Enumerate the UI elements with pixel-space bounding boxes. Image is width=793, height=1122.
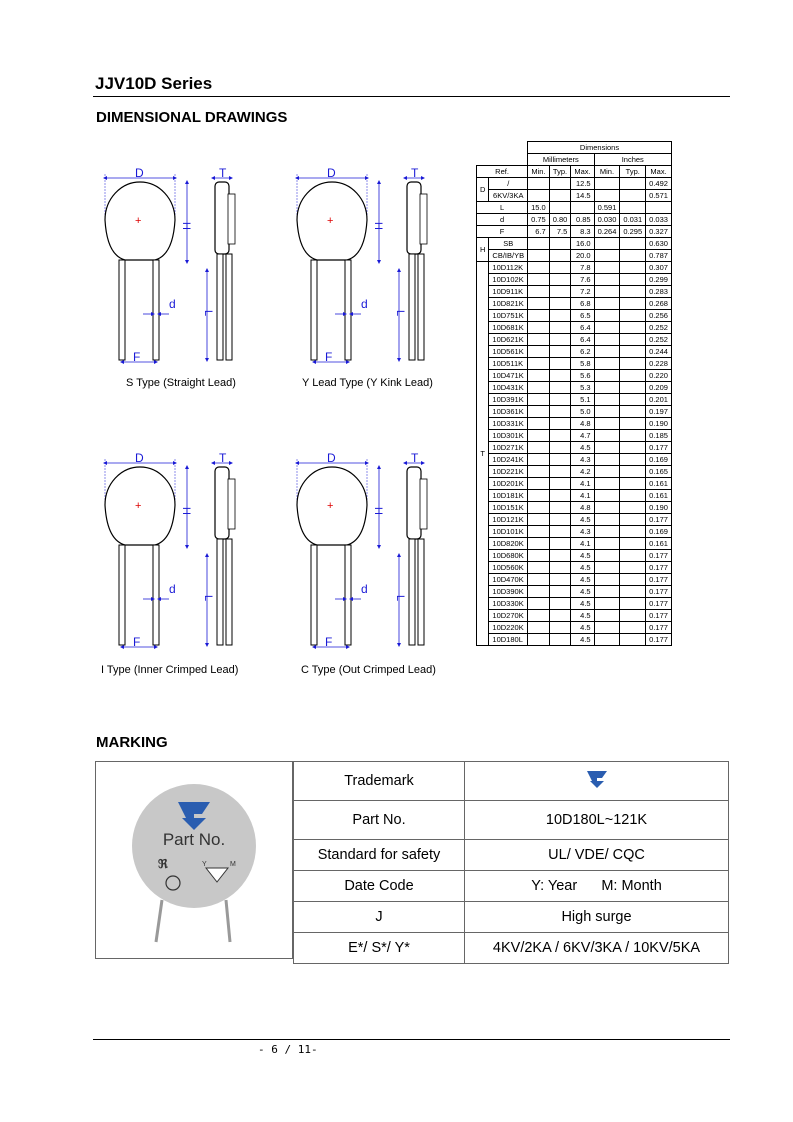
dim-row: 10D511K 5.8 0.228 [477, 358, 672, 370]
s-type-caption: S Type (Straight Lead) [126, 377, 236, 389]
page-number: - 6 / 11- [258, 1043, 318, 1056]
dim-row: 10D101K 4.3 0.169 [477, 526, 672, 538]
dim-row: 10D471K 5.6 0.220 [477, 370, 672, 382]
dim-row: 10D560K 4.5 0.177 [477, 562, 672, 574]
series-title: JJV10D Series [95, 74, 213, 93]
ul-mark-icon: ℜ [158, 857, 168, 871]
dim-row: 10D181K 4.1 0.161 [477, 490, 672, 502]
marking-heading: MARKING [96, 734, 168, 751]
dim-title-row: Dimensions [477, 142, 672, 154]
dim-row: 10D201K 4.1 0.161 [477, 478, 672, 490]
s-type-drawing [105, 166, 235, 364]
y-type-caption: Y Lead Type (Y Kink Lead) [302, 377, 433, 389]
dim-row: 10D681K 6.4 0.252 [477, 322, 672, 334]
marking-row [294, 801, 729, 840]
dim-row: 6KV/3KA 14.5 0.571 [477, 190, 672, 202]
dim-units-row: Millimeters Inches [477, 154, 672, 166]
marking-row [294, 902, 729, 933]
marking-row [294, 762, 729, 801]
c-type-drawing [297, 451, 427, 649]
dim-row: 10D331K 4.8 0.190 [477, 418, 672, 430]
dim-row: 10D820K 4.1 0.161 [477, 538, 672, 550]
dimensional-drawings [95, 140, 475, 700]
dim-row: 10D391K 5.1 0.201 [477, 394, 672, 406]
dim-row: 10D151K 4.8 0.190 [477, 502, 672, 514]
dim-row: H SB 16.0 0.630 [477, 238, 672, 250]
marking-row [294, 840, 729, 871]
marking-label: Date Code [294, 871, 465, 902]
marking-label: J [294, 902, 465, 933]
trademark-logo-icon [585, 769, 609, 789]
dim-row: F 6.7 7.5 8.3 0.264 0.295 0.327 [477, 226, 672, 238]
dim-row: 10D271K 4.5 0.177 [477, 442, 672, 454]
dim-row: 10D911K 7.2 0.283 [477, 286, 672, 298]
dim-row: 10D221K 4.2 0.165 [477, 466, 672, 478]
dim-row: 10D470K 4.5 0.177 [477, 574, 672, 586]
dim-row: 10D361K 5.0 0.197 [477, 406, 672, 418]
footer-rule [93, 1039, 730, 1040]
dim-row: D / 12.5 0.492 [477, 178, 672, 190]
svg-text:T: T [219, 166, 227, 180]
marking-table [293, 761, 729, 964]
dimensions-table [476, 141, 672, 646]
header-rule [93, 96, 730, 97]
svg-text:F: F [133, 350, 141, 364]
dim-row: 10D751K 6.5 0.256 [477, 310, 672, 322]
dim-row: 10D121K 4.5 0.177 [477, 514, 672, 526]
marking-value [465, 762, 729, 801]
marking-value: UL/ VDE/ CQC [465, 840, 729, 871]
svg-text:Y: Y [202, 861, 207, 868]
dim-row: 10D220K 4.5 0.177 [477, 622, 672, 634]
dim-row: 10D241K 4.3 0.169 [477, 454, 672, 466]
dim-row: 10D270K 4.5 0.177 [477, 610, 672, 622]
marking-value: 4KV/2KA / 6KV/3KA / 10KV/5KA [465, 933, 729, 964]
dim-row: 10D821K 6.8 0.268 [477, 298, 672, 310]
i-type-drawing [105, 451, 235, 649]
svg-text:L: L [202, 310, 214, 317]
svg-text:D: D [135, 166, 144, 180]
dim-row: 10D301K 4.7 0.185 [477, 430, 672, 442]
marking-row [294, 871, 729, 902]
dim-row: 10D680K 4.5 0.177 [477, 550, 672, 562]
marking-value: 10D180L~121K [465, 801, 729, 840]
dim-row: T 10D112K 7.8 0.307 [477, 262, 672, 274]
marking-label: E*/ S*/ Y* [294, 933, 465, 964]
dim-row: 10D561K 6.2 0.244 [477, 346, 672, 358]
part-no-print: Part No. [162, 830, 226, 849]
dim-row: 10D390K 4.5 0.177 [477, 586, 672, 598]
dim-row: 10D180L 4.5 0.177 [477, 634, 672, 646]
dim-row: L 15.0 0.591 [477, 202, 672, 214]
marking-label: Standard for safety [294, 840, 465, 871]
i-type-caption: I Type (Inner Crimped Lead) [101, 664, 239, 676]
svg-text:d: d [169, 297, 176, 311]
dim-row: 10D621K 6.4 0.252 [477, 334, 672, 346]
y-type-drawing [297, 166, 427, 364]
marking-label: Part No. [294, 801, 465, 840]
svg-text:+: + [135, 215, 142, 227]
marking-label: Trademark [294, 762, 465, 801]
dim-row: 10D431K 5.3 0.209 [477, 382, 672, 394]
dim-cols-row: Ref. Min. Typ. Max. Min. Typ. Max. [477, 166, 672, 178]
c-type-caption: C Type (Out Crimped Lead) [301, 664, 436, 676]
dim-row: 10D330K 4.5 0.177 [477, 598, 672, 610]
dim-row: CB/IB/YB 20.0 0.787 [477, 250, 672, 262]
dimensional-drawings-heading: DIMENSIONAL DRAWINGS [96, 109, 288, 126]
svg-text:M: M [230, 861, 236, 868]
marking-value: High surge [465, 902, 729, 933]
marking-illustration [95, 761, 293, 959]
marking-value: Y: Year M: Month [465, 871, 729, 902]
dim-row: 10D102K 7.6 0.299 [477, 274, 672, 286]
dim-row: d 0.75 0.80 0.85 0.030 0.031 0.033 [477, 214, 672, 226]
svg-text:H: H [180, 222, 192, 230]
marking-row [294, 933, 729, 964]
